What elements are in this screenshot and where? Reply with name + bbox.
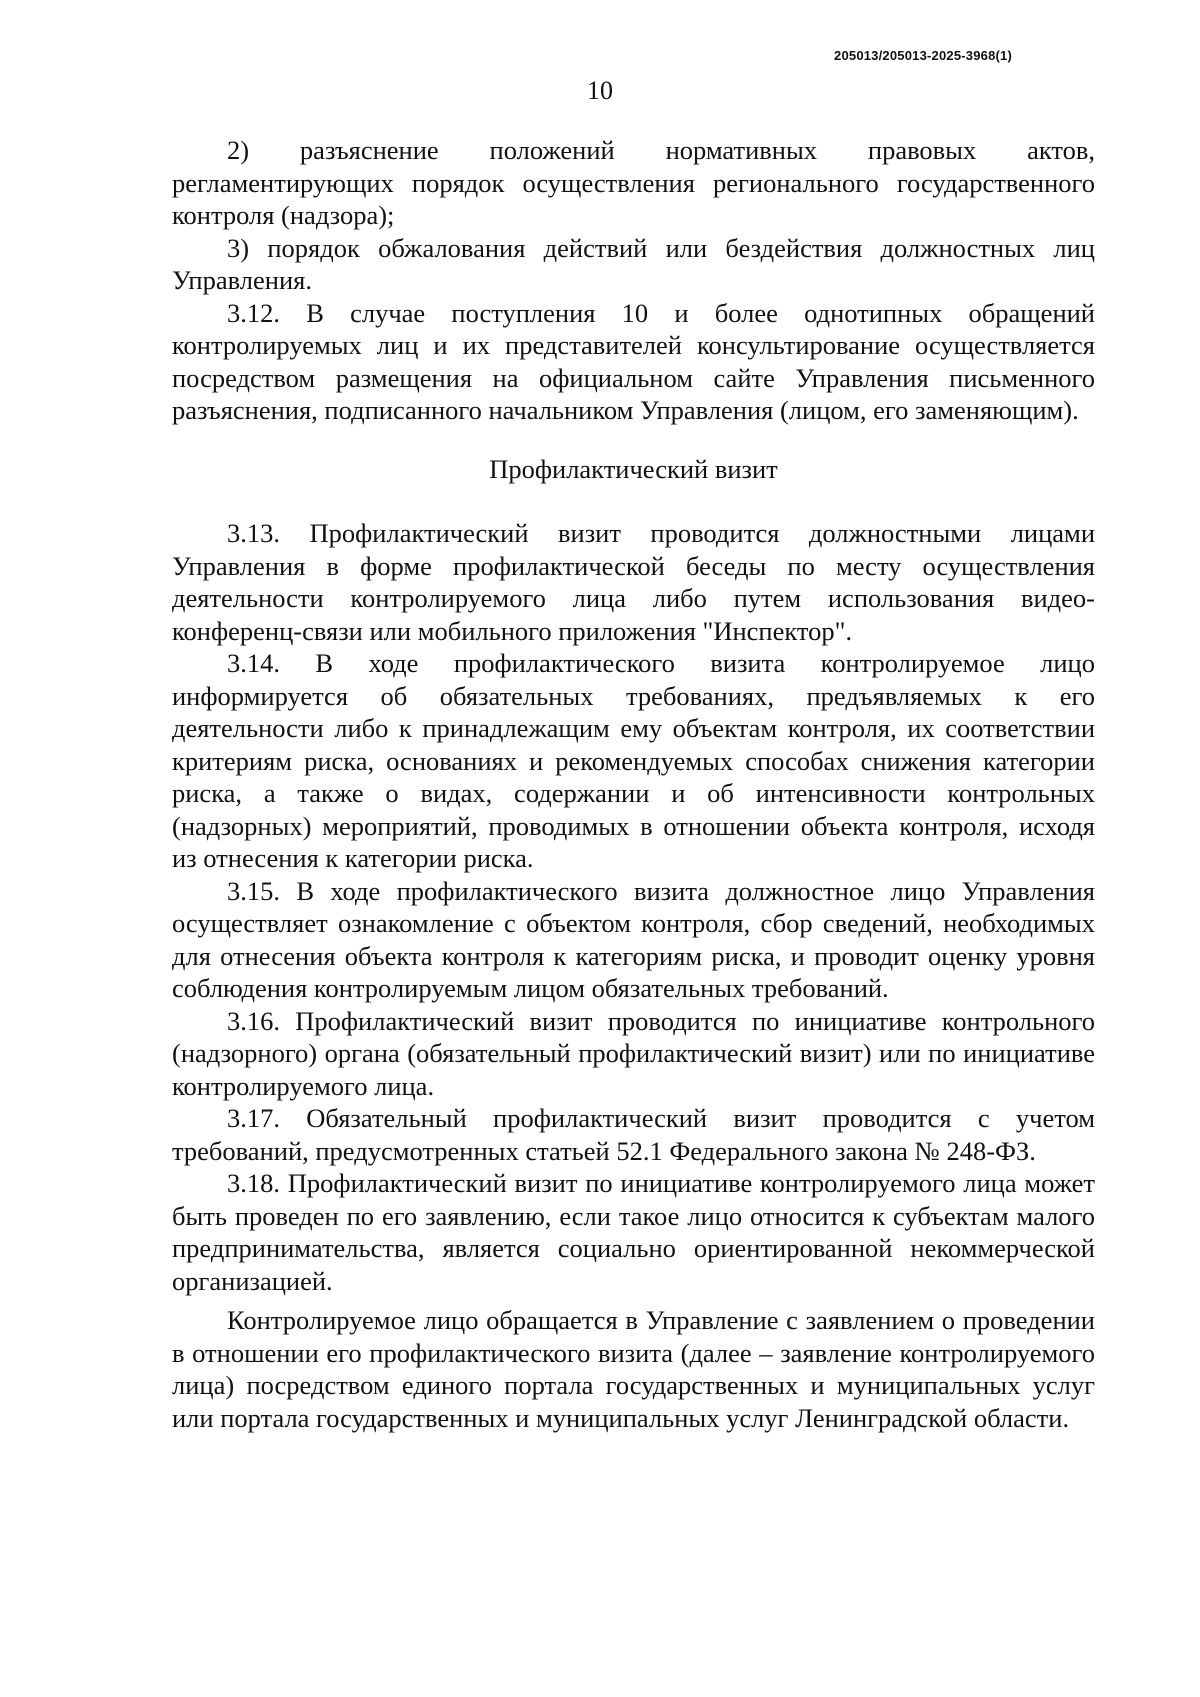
paragraph-3-16: 3.16. Профилактический визит проводится по инициативе контрольного (надзорного) органа (обязательный профилактический визит) или по инициативе контролируемого лица. [172, 1005, 1095, 1101]
document-id: 205013/205013-2025-3968(1) [834, 48, 1012, 63]
paragraph-item-3: 3) порядок обжалования действий или бездействия должностных лиц Управления. [172, 232, 1095, 295]
paragraph-item-2: 2) разъяснение положений нормативных правовых актов, регламентирующих порядок осуществления регионального государственного контроля (надзора); [172, 135, 1095, 230]
paragraph-3-13: 3.13. Профилактический визит проводится должностными лицами Управления в форме профилактической беседы по месту осуществления деятельности контролируемого лица либо путем использования видео-конференц-связи или мобильного приложения "Инспектор". [172, 518, 1095, 646]
paragraph-3-18: 3.18. Профилактический визит по инициативе контролируемого лица может быть проведен по его заявлению, если такое лицо относится к субъектам малого предпринимательства, является социально ориентированной некоммерческой организацией. [172, 1168, 1095, 1296]
paragraph-3-14: 3.14. В ходе профилактического визита контролируемое лицо информируется об обязательных требованиях, предъявляемых к его деятельности либо к принадлежащим ему объектам контроля, их соответствии критериям риска, основаниях и рекомендуемых способах снижения категории риска, а также о видах, содержании и об интенсивности контрольных (надзорных) мероприятий, проводимых в отношении объекта контроля, исходя из отнесения к категории риска. [172, 648, 1095, 873]
page-number: 10 [587, 76, 613, 105]
paragraph-3-15: 3.15. В ходе профилактического визита должностное лицо Управления осуществляет ознакомление с объектом контроля, сбор сведений, необходимых для отнесения объекта контроля к категориям риска, и проводит оценку уровня соблюдения контролируемым лицом обязательных требований. [172, 875, 1095, 1003]
paragraph-application: Контролируемое лицо обращается в Управление с заявлением о проведении в отношении его профилактического визита (далее – заявление контролируемого лица) посредством единого портала государственных и муниципальных услуг или портала государственных и муниципальных услуг Ленинградской области. [172, 1305, 1095, 1433]
paragraph-3-12: 3.12. В случае поступления 10 и более однотипных обращений контролируемых лиц и их представителей консультирование осуществляется посредством размещения на официальном сайте Управления письменного разъяснения, подписанного начальником Управления (лицом, его заменяющим). [172, 297, 1095, 425]
section-heading: Профилактический визит [489, 453, 778, 484]
paragraph-3-17: 3.17. Обязательный профилактический визит проводится с учетом требований, предусмотренных статьей 52.1 Федерального закона № 248-ФЗ. [172, 1103, 1095, 1166]
document-body [172, 134, 1095, 1434]
